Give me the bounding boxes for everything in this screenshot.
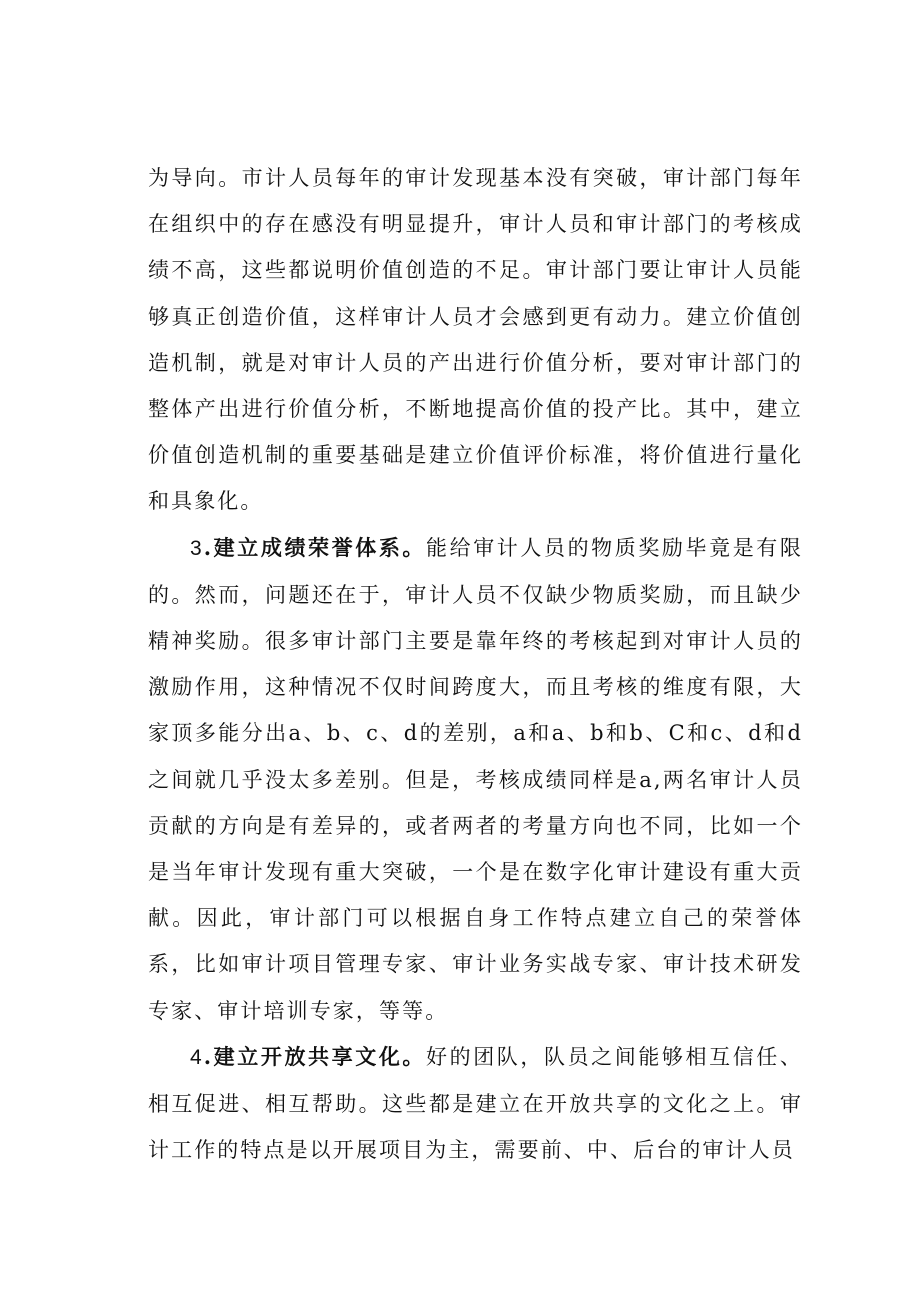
- section-number: 3: [190, 536, 204, 560]
- paragraph-value-creation: [148, 155, 803, 525]
- section-heading: .建立开放共享文化。: [203, 1043, 427, 1069]
- paragraph-text: 好的团队，队员之间能够相互信任、相互促进、相互帮助。这些都是建立在开放共享的文化之上。审计工作的特点是以开展项目为主，需要前、中、后台的审计人员: [148, 1044, 803, 1163]
- paragraph-open-culture: [148, 1034, 803, 1174]
- section-heading: .建立成绩荣誉体系。: [203, 534, 427, 560]
- section-number: 4: [190, 1045, 204, 1069]
- body-text: [148, 155, 803, 1173]
- paragraph-honor-system: [148, 525, 803, 1034]
- paragraph-text: 为导向。市计人员每年的审计发现基本没有突破，审计部门每年在组织中的存在感没有明显提升，审计人员和审计部门的考核成绩不高，这些都说明价值创造的不足。审计部门要让审计人员能够真正创造价值，这样审计人员才会感到更有动力。建立价值创造机制，就是对审计人员的产出进行价值分析，要对审计部门的整体产出进行价值分析，不断地提高价值的投产比。其中，建立价值创造机制的重要基础是建立价值评价标准，将价值进行量化和具象化。: [148, 166, 803, 514]
- paragraph-text: 能给审计人员的物质奖励毕竟是有限的。然而，问题还在于，审计人员不仅缺少物质奖励，而且缺少精神奖励。很多审计部门主要是靠年终的考核起到对审计人员的激励作用，这种情况不仅时间跨度大，而且考核的维度有限，大家顶多能分出a、b、c、d的差别，a和a、b和b、C和c、d和d之间就几乎没太多差别。但是，考核成绩同样是a,两名审计人员贡献的方向是有差异的，或者两者的考量方向也不同，比如一个是当年审计发现有重大突破，一个是在数字化审计建设有重大贡献。因此，审计部门可以根据自身工作特点建立自己的荣誉体系，比如审计项目管理专家、审计业务实战专家、审计技术研发专家、审计培训专家，等等。: [148, 535, 803, 1023]
